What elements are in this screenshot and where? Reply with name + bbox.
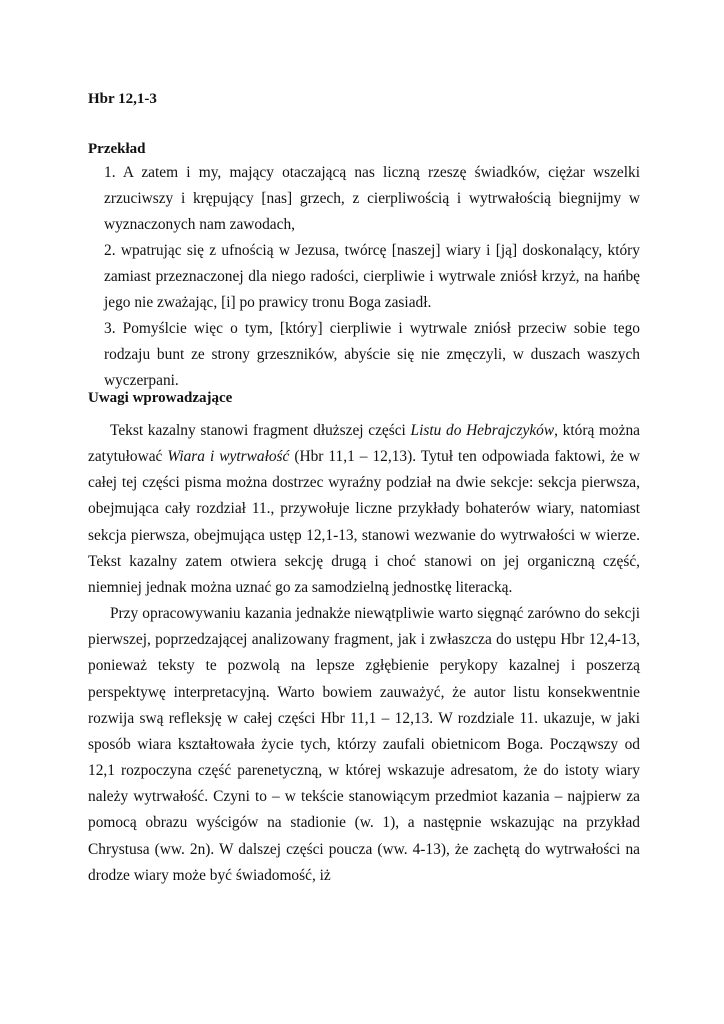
p1-italic-section-title: Wiara i wytrwałość bbox=[167, 448, 290, 466]
intro-section bbox=[88, 418, 640, 889]
p1-text-2: , którą można zatytułować bbox=[88, 422, 640, 466]
p1-italic-title: Listu do Hebrajczyków bbox=[410, 422, 555, 439]
verse-3: 3. Pomyślcie więc o tym, [który] cierpliwie i wytrwale zniósł przeciw sobie tego rodzaju bunt ze strony grzeszników, abyście się nie zmęczyli, w duszach waszych wyczerpani. bbox=[104, 320, 640, 389]
verse-1: 1. A zatem i my, mający otaczającą nas liczną rzeszę świadków, ciężar wszelki zrzuciwszy i krępujący [nas] grzech, z cierpliwością i wytrwałością biegnijmy w wyznaczonych nam zawodach, bbox=[104, 164, 640, 233]
verse-2: 2. wpatrując się z ufnością w Jezusa, twórcę [naszej] wiary i [ją] doskonalący, który zamiast przeznaczonej dla niego radości, cierpliwie i wytrwale zniósł krzyż, na hańbę jego nie zważając, [i] po prawicy tronu Boga zasiadł. bbox=[104, 242, 640, 311]
passage-reference: Hbr 12,1-3 bbox=[88, 91, 157, 107]
p1-text-3: (Hbr 11,1 – 12,13). Tytuł ten odpowiada faktowi, że w całej tej części pisma można dostrzec wyraźny podział na dwie sekcje: sekcja pierwsza, obejmująca cały rozdział 11., przywołuje liczne przykłady bohaterów wiary, natomiast sekcja pierwsza, obejmująca ustęp 12,1-13, stanowi wezwanie do wytrwałości w wierze. Tekst kazalny zatem otwiera sekcję drugą i choć stanowi on jej organiczną część, niemniej jednak można uznać go za samodzielną jednostkę literacką. bbox=[88, 448, 640, 596]
intro-paragraph-2: Przy opracowywaniu kazania jednakże niewątpliwie warto sięgnąć zarówno do sekcji pierwszej, poprzedzającej analizowany fragment, jak i zwłaszcza do ustępu Hbr 12,4-13, ponieważ teksty te pozwolą na lepsze zgłębienie perykopy kazalnej i poszerzą perspektywę interpretacyjną. Warto bowiem zauważyć, że autor listu konsekwentnie rozwija swą refleksję w całej części Hbr 11,1 – 12,13. W rozdziale 11. ukazuje, w jaki sposób wiara kształtowała życie tych, którzy zaufali obietnicom Boga. Począwszy od 12,1 rozpoczyna część parenetyczną, w której wskazuje adresatom, że do istoty wiary należy wytrwałość. Czyni to – w tekście stanowiącym przedmiot kazania – najpierw za pomocą obrazu wyścigów na stadionie (w. 1), a następnie wskazując na przykład Chrystusa (ww. 2n). W dalszej części poucza (ww. 4-13), że zachętą do wytrwałości na drodze wiary może być świadomość, iż bbox=[88, 605, 640, 884]
intro-heading: Uwagi wprowadzające bbox=[88, 390, 233, 406]
p1-text-1: Tekst kazalny stanowi fragment dłuższej części bbox=[110, 422, 411, 439]
translation-heading: Przekład bbox=[88, 141, 146, 157]
intro-paragraph-1 bbox=[88, 418, 640, 601]
translation-verses bbox=[104, 160, 640, 394]
